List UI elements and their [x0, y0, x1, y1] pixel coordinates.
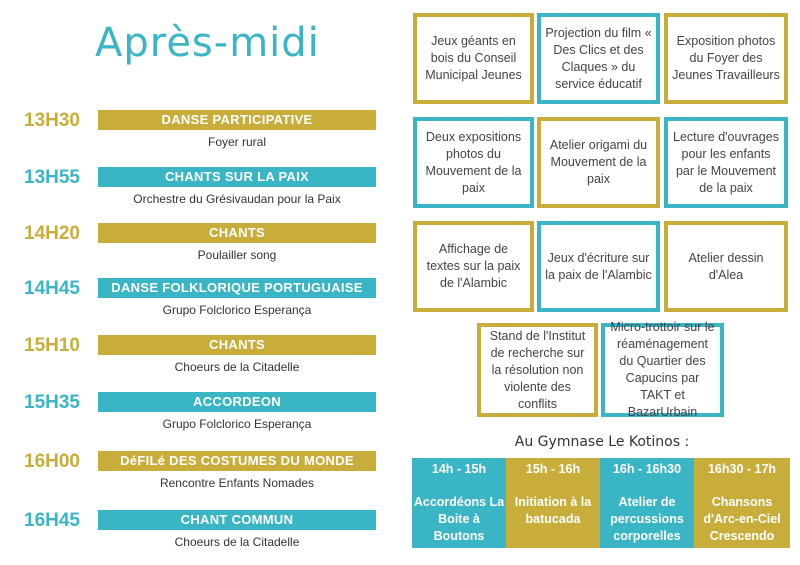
slot-title: DANSE FOLKLORIQUE PORTUGUAISE	[98, 278, 376, 298]
slot-time: 15H35	[24, 392, 80, 413]
schedule-row	[0, 392, 400, 442]
gym-slot-time: 15h - 16h	[525, 462, 581, 476]
activity-box: Affichage de textes sur la paix de l'Alambic	[413, 221, 534, 312]
slot-performer: Choeurs de la Citadelle	[174, 360, 300, 374]
slot-performer: Poulailler song	[197, 248, 277, 262]
activity-box: Projection du film « Des Clics et des Claques » du service éducatif	[537, 13, 660, 104]
activity-box: Jeux d'écriture sur la paix de l'Alambic	[537, 221, 660, 312]
activity-box: Jeux géants en bois du Conseil Municipal Jeunes	[413, 13, 534, 104]
gym-slot-activity: Chansons d'Arc-en-Ciel Crescendo	[703, 495, 781, 543]
gym-slot	[412, 458, 506, 548]
slot-title: DéFILé DES COSTUMES DU MONDE	[98, 451, 376, 471]
slot-performer: Grupo Folclorico Esperança	[162, 303, 312, 317]
schedule-row	[0, 335, 400, 385]
slot-performer: Foyer rural	[207, 135, 266, 149]
schedule-row	[0, 451, 400, 501]
gym-slot-activity: Atelier de percussions corporelles	[610, 495, 684, 543]
slot-time: 16H45	[24, 510, 80, 531]
gym-slot-activity: Accordéons La Boite à Boutons	[413, 495, 505, 543]
schedule-row	[0, 110, 400, 160]
slot-performer: Rencontre Enfants Nomades	[159, 476, 315, 490]
gym-slot-time: 14h - 15h	[431, 462, 487, 476]
slot-time: 16H00	[24, 451, 80, 472]
schedule-row	[0, 278, 400, 328]
slot-time: 13H30	[24, 110, 80, 131]
gym-slot-time: 16h30 - 17h	[707, 462, 777, 476]
slot-title: ACCORDEON	[98, 392, 376, 412]
activity-box: Deux expositions photos du Mouvement de la paix	[413, 117, 534, 208]
slot-title: CHANTS SUR LA PAIX	[98, 167, 376, 187]
activity-box: Lecture d'ouvrages pour les enfants par le Mouvement de la paix	[664, 117, 788, 208]
gym-slot-activity: Initiation à la batucada	[514, 495, 592, 526]
slot-title: CHANT COMMUN	[98, 510, 376, 530]
gym-title: Au Gymnase Le Kotinos :	[514, 434, 690, 450]
slot-time: 14H45	[24, 278, 80, 299]
gym-slot	[600, 458, 694, 548]
schedule-row	[0, 167, 400, 217]
slot-time: 15H10	[24, 335, 80, 356]
schedule-row	[0, 223, 400, 273]
activity-box: Atelier origami du Mouvement de la paix	[537, 117, 660, 208]
activity-box: Exposition photos du Foyer des Jeunes Travailleurs	[664, 13, 788, 104]
slot-performer: Choeurs de la Citadelle	[174, 535, 300, 549]
activity-box: Atelier dessin d'Alea	[664, 221, 788, 312]
gym-slot	[506, 458, 600, 548]
schedule-row	[0, 510, 400, 560]
activity-box: Micro-trottoir sur le réaménagement du Quartier des Capucins par TAKT et BazarUrbain	[601, 323, 724, 417]
activity-box: Stand de l'Institut de recherche sur la résolution non violente des conflits	[477, 323, 598, 417]
slot-time: 14H20	[24, 223, 80, 244]
gym-slot	[694, 458, 790, 548]
slot-title: CHANTS	[98, 335, 376, 355]
slot-title: CHANTS	[98, 223, 376, 243]
slot-performer: Orchestre du Grésivaudan pour la Paix	[133, 192, 341, 206]
slot-performer: Grupo Folclorico Esperança	[162, 417, 312, 431]
gym-slot-time: 16h - 16h30	[612, 462, 682, 476]
slot-time: 13H55	[24, 167, 80, 188]
slot-title: DANSE PARTICIPATIVE	[98, 110, 376, 130]
page-title: Après-midi	[95, 20, 320, 66]
